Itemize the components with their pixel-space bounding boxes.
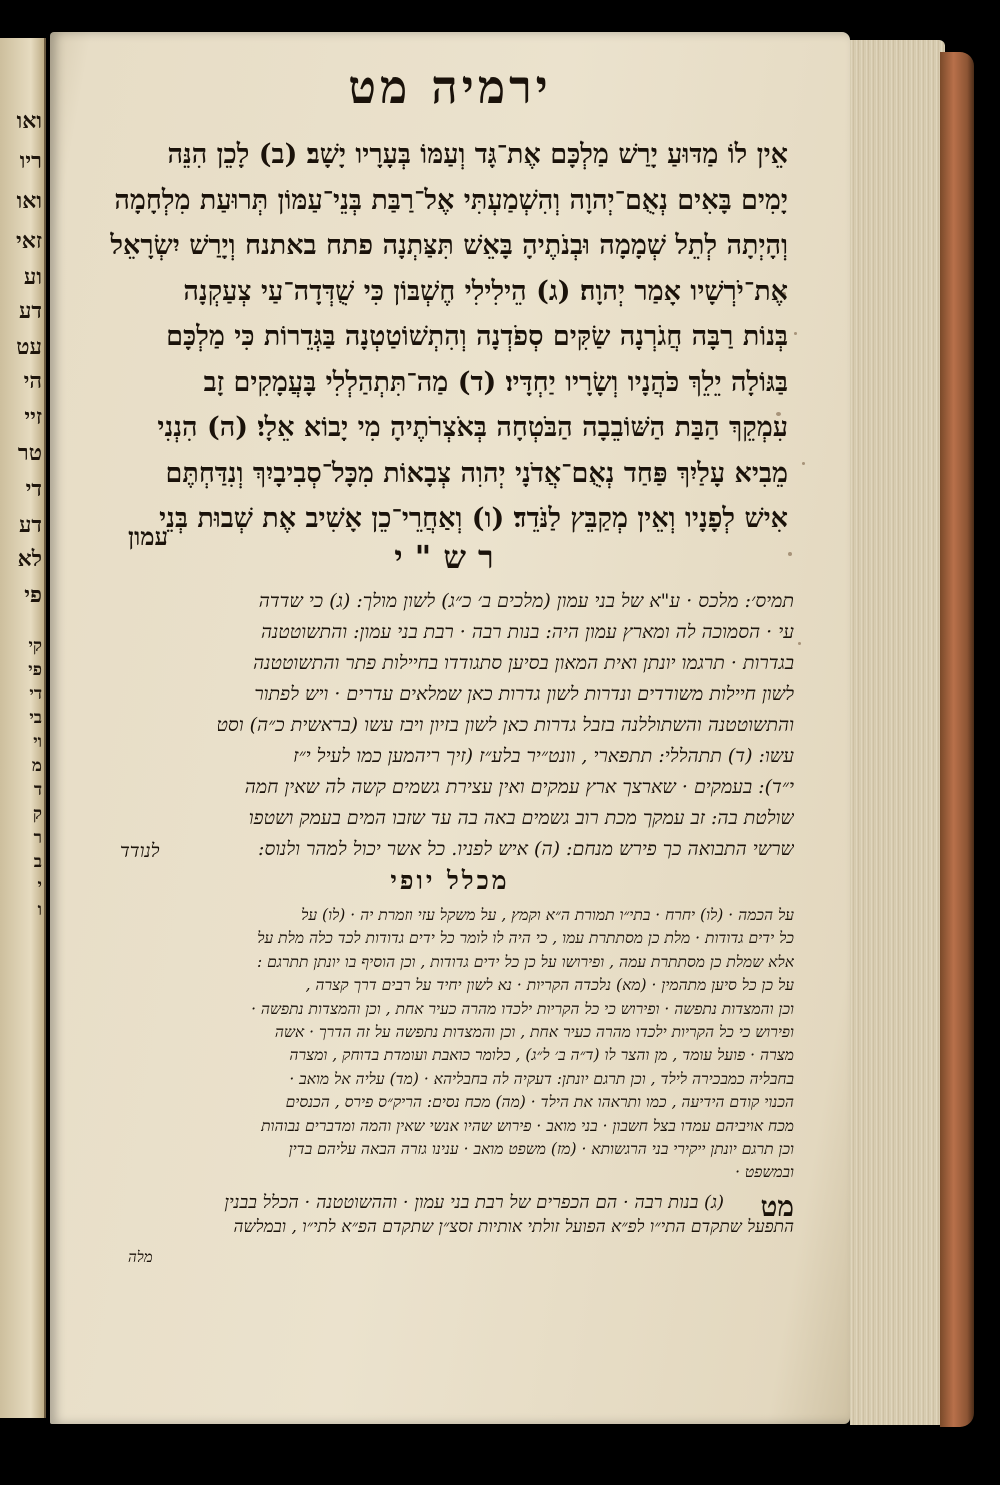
left-page-fragment: די	[29, 684, 42, 704]
verse-line: בַּגּוֹלָה יֵלֵךְ כֹּהֲנָיו וְשָׂרָיו יַחְדָּיו׃ (ד) מַה־תִּתְהַלְלִי בָּעֲמָקִים זָב	[203, 366, 788, 398]
left-page-fragment: ר	[33, 828, 42, 848]
left-page-fragment: ד	[33, 780, 42, 800]
rashi-line: והתשוטטנה והשתוללנה בזבל גדרות כאן לשון בזיון ויבז עשו (בראשית כ״ה) וסט	[216, 714, 794, 736]
left-page-fragment: ריו	[19, 148, 42, 174]
rashi-line: עשו: (ד) תתהללי: תתפארי , וונט״יר בלע״ז (זיך ריהמען כמו לעיל י״ז	[293, 745, 794, 767]
left-page-fragment: לא	[17, 546, 42, 572]
verse-line: מֵבִיא עָלַיִךְ פַּחַד נְאֻם־אֲדֹנָי יְהוִה צְבָאוֹת מִכָּל־סְבִיבָיִךְ וְנִדַּחְתֶּם	[165, 457, 788, 489]
scripture-text-block	[62, 132, 788, 542]
left-facing-page-edge	[0, 38, 46, 1418]
left-page-fragment: פי	[24, 582, 42, 608]
catchword: לנודד	[120, 840, 160, 862]
left-page-fragment: טר	[17, 440, 42, 466]
book-cover-edge	[940, 52, 974, 1427]
michlol-line: על כן כל סיען מתהמין · (מא) נלכדה הקריות · נא לשון יחיד על רבים דרך קצרה ,	[305, 976, 794, 995]
left-page-fragment: עט	[16, 334, 42, 360]
page-block-edges	[850, 40, 945, 1425]
footnote-lines	[68, 1190, 794, 1240]
left-page-fragment: ואו	[16, 188, 42, 214]
rashi-line: לשון חיילות משודדים ונדרות לשון גדרות כאן שמלאים עדרים · ויש לפתור	[254, 683, 794, 705]
michlol-line: על הכמה · (לו) יחרח · בתי״ו תמורת ה״א וקמץ , על משקל עזי וזמרת יה · (לו) על	[301, 906, 794, 924]
footnote-line: (ג) בנות רבה · הם הכפרים של רבת בני עמון · וההשוטטנה · הכלל בבנין	[224, 1192, 724, 1213]
verse-line: אֶת־יֹרְשָׁיו אָמַר יְהוָה׃ (ג) הֵילִילִי חֶשְׁבּוֹן כִּי שֻׁדְּדָה־עַי צְעַקְנָה	[183, 275, 788, 307]
michlol-line: בחבליה כמבכירה לילד , וכן תרגם יונתן: דעקיה לה בחבליהא · (מד) עליה אל מואב ·	[289, 1069, 794, 1088]
rashi-heading: רש"י	[394, 538, 506, 576]
left-page-fragment: פי	[28, 660, 42, 680]
michlol-line: כל ידים גדודות · מלת כן מסתתרת עמו , כי היה לו לומר כל ידים גדודות לכד כלה מלת על	[257, 929, 794, 948]
left-page-fragment: ק	[32, 804, 42, 824]
left-page-fragment: קי	[28, 636, 42, 656]
catchword: עמון	[128, 522, 169, 551]
rashi-line: י״ד): בעמקים · שארצך ארץ עמקים ואין עצירת גשמים קשה לה שאין חמה	[244, 776, 794, 798]
michlol-line: מצרה · פועל עומד , מן והצר לו (ד״ה ב׳ ל״ג) , כלומר כואבת ועומדת בדוחק , ומצרה	[289, 1046, 794, 1065]
michlol-line: הכנוי קודם הידיעה , כמו ותראהו את הילד · (מה) מכח נסים: הריק״ס פירס , הכנסים	[285, 1093, 794, 1112]
michlol-line: אלא שמלת כן מסתתרת עמה , ופירושו על כן כל ידים גדודות , וכן הוסיף בו יונתן תתרגם :	[256, 952, 794, 971]
footnote-line: התפעל שתקדם התי״ו לפ״א הפועל זולתי אותיות זסצ״ן שתקדם הפ״א לתי״ו , ובמלשה	[233, 1217, 794, 1237]
catchword: מלה	[128, 1248, 153, 1266]
rashi-line: תמיס׳: מלכס · ע"א של בני עמון (מלכים ב׳ כ״ג) לשון מולך: (ג) כי שדדה	[258, 590, 794, 612]
left-page-fragment: די	[25, 476, 42, 502]
verse-line: בְּנוֹת רַבָּה חֲגֹרְנָה שַׂקִּים סְפֹדְנָה וְהִתְשׁוֹטַטְנָה בַּגְּדֵרוֹת כִּי מַלְכָּם	[166, 321, 788, 352]
left-page-fragment: דע	[18, 512, 42, 538]
left-page-fragment: זאי	[15, 228, 42, 254]
left-page-fragment: מ	[31, 756, 42, 776]
verse-line: יָמִים בָּאִים נְאֻם־יְהוָה וְהִשְׁמַעְתִּי אֶל־רַבַּת בְּנֵי־עַמּוֹן תְּרוּעַת מִלְחָמָה	[114, 184, 788, 216]
left-page-fragment: וי	[33, 732, 42, 752]
footnote-block	[68, 1190, 794, 1240]
left-page-fragment: י	[37, 876, 42, 896]
left-page-fragment: דע	[18, 298, 42, 324]
michlol-line: וכן תרגם יונתן ייקירי בני הרגשותא · (מז) משפט מואב · ענינו גזרה הבאה עליהם בדין	[288, 1139, 794, 1158]
michlol-yofi-heading: מכלל יופי	[390, 866, 510, 895]
left-page-fragment: וע	[23, 264, 42, 290]
rashi-line: שולטת בה: זב עמקך מכת רוב גשמים באה בה עד שזבו המים בעמק ושטפו	[248, 807, 794, 829]
left-page-fragment: הי	[23, 368, 42, 394]
left-page-fragment: בי	[29, 708, 42, 728]
rashi-line: שרשי התבואה כך פירש מנחם: (ה) איש לפניו. כל אשר יכול למהר ולנוס:	[258, 838, 794, 860]
michlol-line: מכח אויביהם עמדו בצל חשבון · בני מואב · פירוש שהיו אנשי שאין והמה ומדברים נבוהות	[261, 1116, 794, 1135]
left-page-fragment: ב	[33, 852, 42, 872]
left-page-fragment: ואו	[16, 108, 42, 134]
verse-line: אִישׁ לְפָנָיו וְאֵין מְקַבֵּץ לַנֹּדֵד׃ (ו) וְאַחֲרֵי־כֵן אָשִׁיב אֶת שְׁבוּת בְּנֵי	[159, 503, 788, 534]
michlol-yofi-commentary-block	[68, 904, 794, 1185]
running-head: ירמיה מט	[348, 60, 552, 114]
verse-line: וְהָיְתָה לְתֵל שְׁמָמָה וּבְנֹתֶיהָ בָּאֵשׁ תִּצַּתְנָה פתח באתנח וְיָרַשׁ יִשְׂרָאֵל	[110, 230, 788, 261]
verse-line: עִמְקֵךְ הַבַּת הַשּׁוֹבֵבָה הַבֹּטְחָה בְּאֹצְרֹתֶיהָ מִי יָבוֹא אֵלָי׃ (ה) הִנְנִי	[157, 412, 788, 443]
verse-line: אֵין לוֹ מַדּוּעַ יָרַשׁ מַלְכָּם אֶת־גָּד וְעַמּוֹ בְּעָרָיו יָשָׁב׃ (ב) לָכֵן הִנֵּה	[167, 139, 788, 170]
footnote-chapter-marker: מט	[760, 1190, 794, 1223]
michlol-line: ובמשפט ·	[735, 1163, 794, 1182]
left-page-fragment: זיי	[24, 404, 42, 430]
rashi-line: עי · הסמוכה לה ומארץ עמון היה: בנות רבה · רבת בני עמון: והתשוטטנה	[260, 621, 794, 643]
michlol-line: ופירוש כי כל הקריות ילכדו מהרה כעיר אחת , וכן והמצדות נתפשה על זה הדרך · אשה	[274, 1022, 794, 1041]
rashi-line: בגדרות · תרגמו יונתן ואית המאון בסיען סתגודדו בחיילות פתר והתשוטטנה	[253, 652, 794, 674]
left-page-fragment: ו	[37, 900, 42, 920]
rashi-commentary-block	[68, 586, 794, 865]
michlol-line: וכן והמצדות נתפשה · ופירוש כי כל הקריות ילכדו מהרה כעיר אחת , וכן והמצדות נתפשה ·	[251, 999, 794, 1018]
